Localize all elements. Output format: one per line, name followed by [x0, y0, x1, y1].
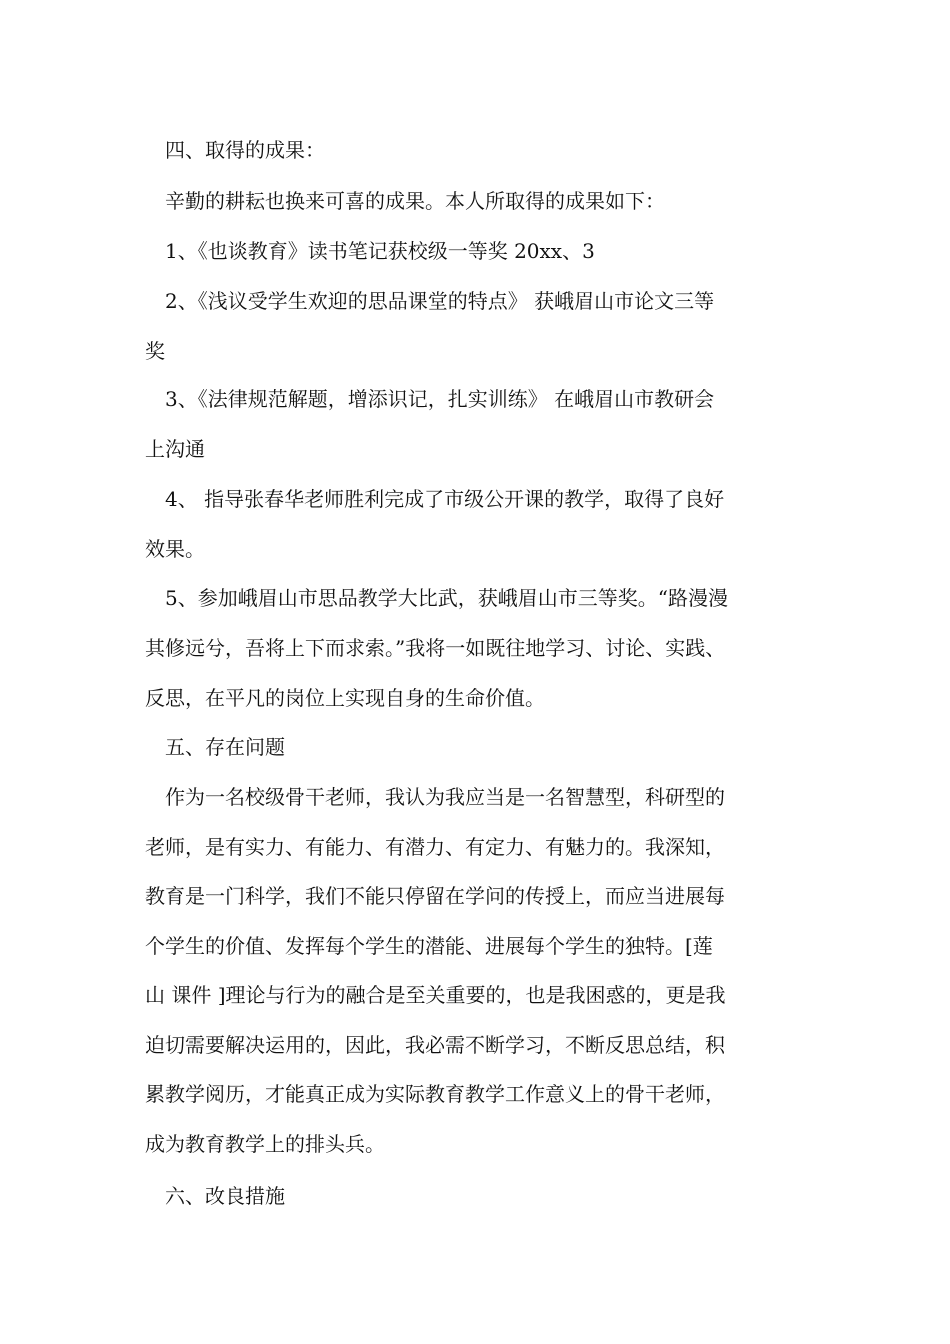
paragraph-line: 作为一名校级骨干老师，我认为我应当是一名智慧型，科研型的 — [165, 785, 725, 809]
list-item-4: 4、 指导张春华老师胜利完成了市级公开课的教学，取得了良好 — [165, 487, 725, 511]
paragraph-line: 迫切需要解决运用的，因此，我必需不断学习，不断反思总结，积 — [145, 1033, 725, 1057]
paragraph-line: 山 课件 ]理论与行为的融合是至关重要的，也是我困惑的，更是我 — [145, 983, 726, 1007]
paragraph-line: 辛勤的耕耘也换来可喜的成果。本人所取得的成果如下： — [165, 189, 665, 213]
list-item-3-continuation: 上沟通 — [145, 437, 205, 461]
section-heading-problems: 五、存在问题 — [165, 735, 285, 759]
paragraph-line: 教育是一门科学，我们不能只停留在学问的传授上，而应当进展每 — [145, 884, 725, 908]
section-heading-improvements: 六、改良措施 — [165, 1184, 285, 1208]
list-item-2: 2、《浅议受学生欢迎的思品课堂的特点》 获峨眉山市论文三等 — [165, 289, 715, 313]
list-item-2-continuation: 奖 — [145, 339, 165, 363]
paragraph-line: 反思，在平凡的岗位上实现自身的生命价值。 — [145, 686, 545, 710]
paragraph-line: 个学生的价值、发挥每个学生的潜能、进展每个学生的独特。[莲 — [145, 934, 713, 958]
list-item-5: 5、参加峨眉山市思品教学大比武，获峨眉山市三等奖。“路漫漫 — [165, 586, 728, 610]
list-item-3: 3、《法律规范解题，增添识记，扎实训练》 在峨眉山市教研会 — [165, 387, 715, 411]
paragraph-line: 其修远兮，吾将上下而求索。”我将一如既往地学习、讨论、实践、 — [145, 636, 726, 660]
paragraph-line: 累教学阅历，才能真正成为实际教育教学工作意义上的骨干老师， — [145, 1082, 725, 1106]
list-item-1: 1、《也谈教育》读书笔记获校级一等奖 20xx、3 — [165, 239, 595, 263]
list-item-4-continuation: 效果。 — [145, 537, 205, 561]
paragraph-line: 老师，是有实力、有能力、有潜力、有定力、有魅力的。我深知， — [145, 835, 725, 859]
section-heading-achievements: 四、取得的成果： — [165, 138, 325, 162]
paragraph-line: 成为教育教学上的排头兵。 — [145, 1132, 385, 1156]
